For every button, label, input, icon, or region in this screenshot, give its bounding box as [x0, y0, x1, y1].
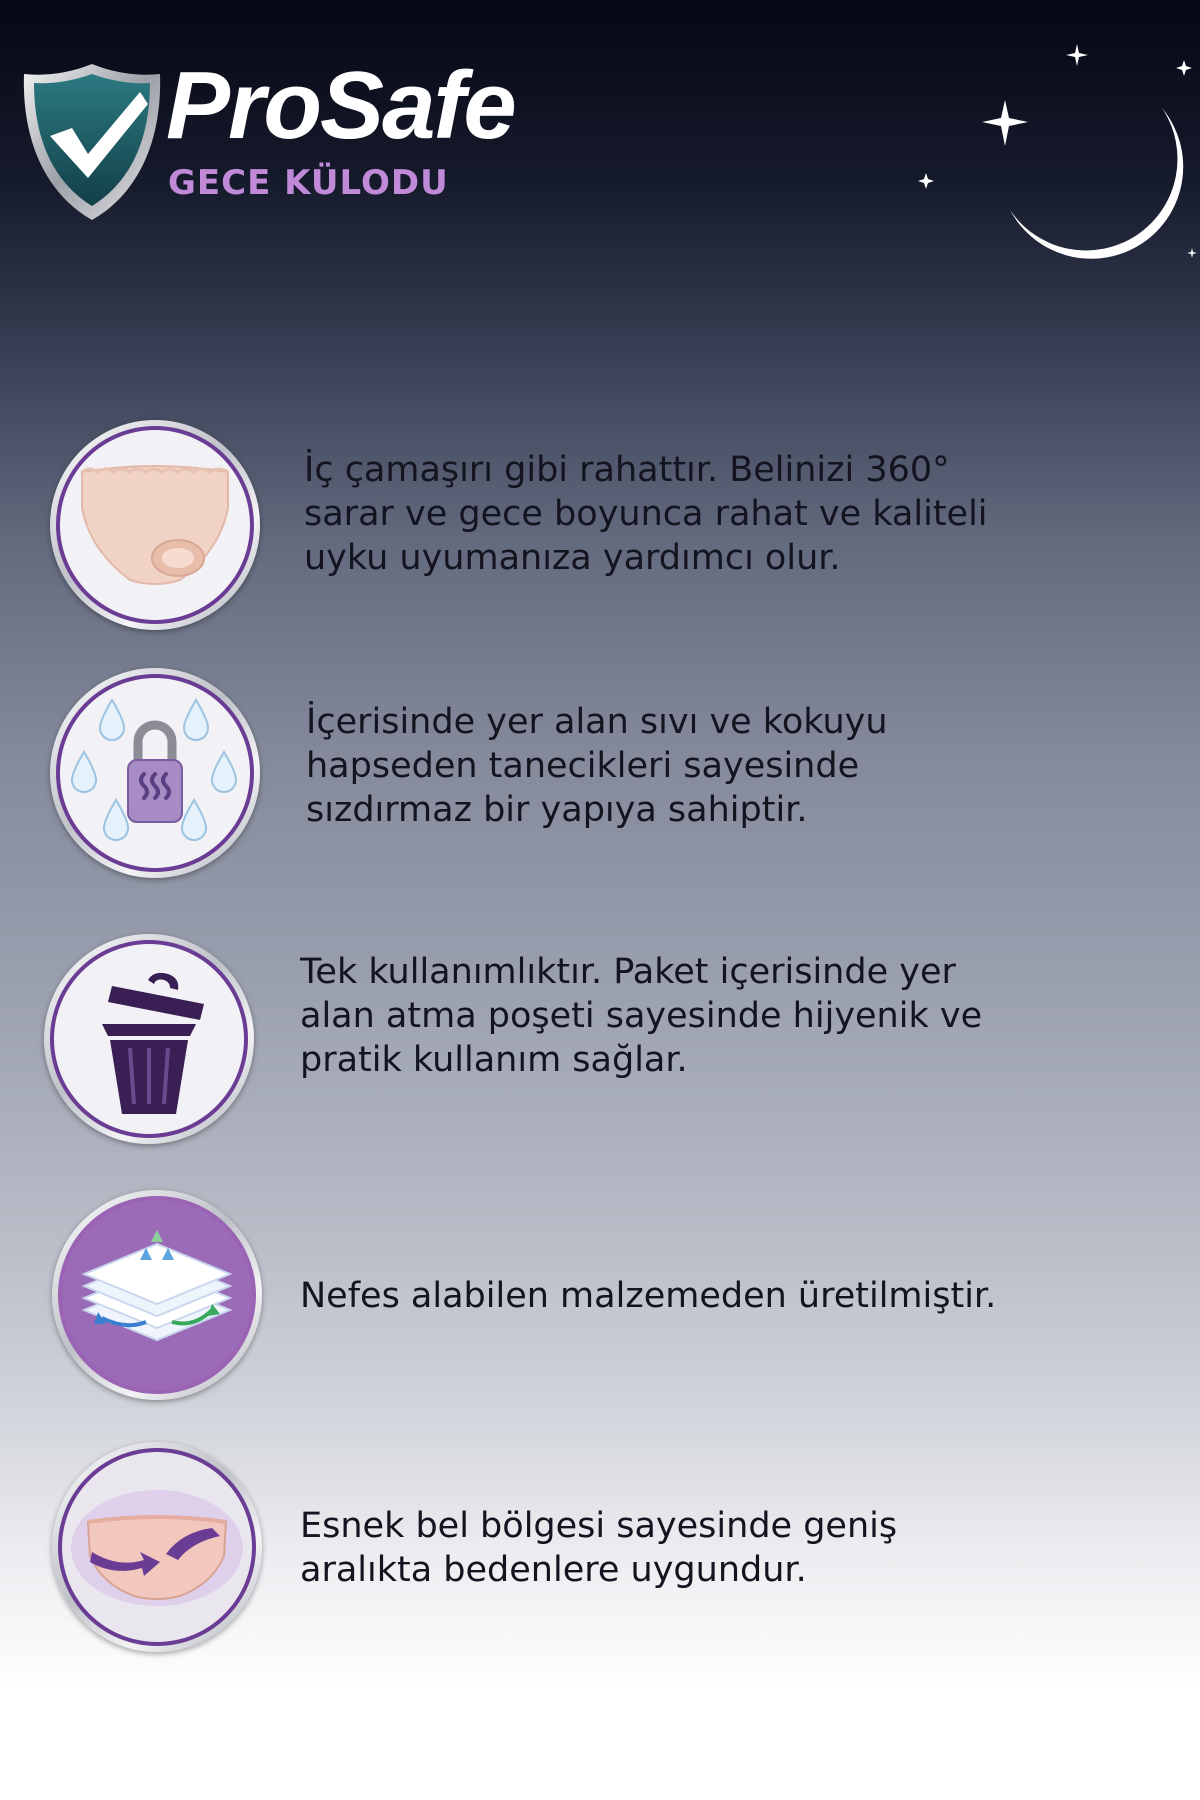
feature-text: Esnek bel bölgesi sayesinde geniş aralıkta bedenlere uygundur. [300, 1506, 898, 1590]
brand-name: ProSafe [166, 52, 515, 159]
feature-badge [50, 668, 260, 878]
brand-tagline: GECE KÜLODU [168, 163, 449, 203]
breathable-layers-icon [62, 1200, 252, 1390]
underwear-icon [60, 430, 250, 620]
feature-badge [50, 420, 260, 630]
elastic-waist-icon [62, 1452, 252, 1642]
feature-text: İçerisinde yer alan sıvı ve kokuyu hapseden tanecikleri sayesinde sızdırmaz bir yapıya sahiptir. [306, 702, 888, 830]
trash-bin-icon [54, 944, 244, 1134]
feature-text: Nefes alabilen malzemeden üretilmiştir. [300, 1276, 997, 1316]
feature-badge [52, 1442, 262, 1652]
feature-badge [52, 1190, 262, 1400]
feature-text: İç çamaşırı gibi rahattır. Belinizi 360° sarar ve gece boyunca rahat ve kaliteli uyku uyumanıza yardımcı olur. [304, 450, 988, 578]
crescent-moon-icon [1010, 108, 1183, 259]
feature-badge [44, 934, 254, 1144]
feature-text: Tek kullanımlıktır. Paket içerisinde yer alan atma poşeti sayesinde hijyenik ve pratik kullanım sağlar. [300, 952, 983, 1080]
odor-lock-droplets-icon [60, 678, 250, 868]
shield-check-icon [22, 62, 162, 222]
